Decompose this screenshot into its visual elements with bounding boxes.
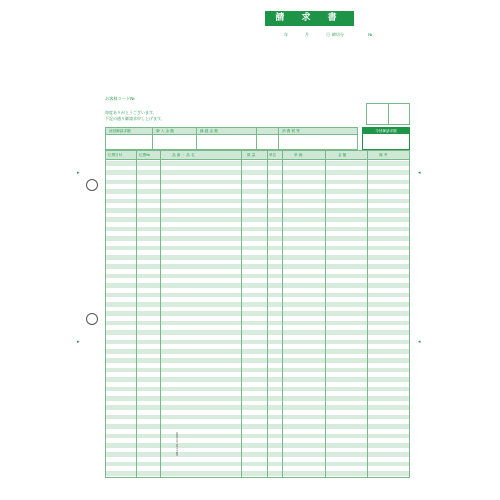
table-row-band: [106, 180, 409, 185]
col-unit: 単位: [269, 153, 277, 157]
column-divider: [325, 151, 326, 477]
date-year-label: 年: [284, 32, 288, 37]
table-row-band: [106, 349, 409, 354]
column-divider: [136, 151, 137, 477]
document-title: 請 求 書: [265, 11, 354, 26]
table-row-band: [106, 415, 409, 420]
table-row-band: [106, 246, 409, 251]
column-divider: [160, 151, 161, 477]
table-row-band: [106, 189, 409, 194]
customer-code-label: お客様コード№: [105, 96, 135, 101]
summary-divider: [256, 128, 257, 149]
table-row-band: [106, 330, 409, 335]
col-quantity: 数 量: [247, 153, 256, 157]
binder-hole-top: [86, 179, 98, 191]
summary-col-tax: 消 費 税 等: [282, 129, 300, 133]
table-row-band: [106, 462, 409, 467]
date-month-label: 月: [305, 32, 309, 37]
col-remarks: 備 考: [379, 153, 388, 157]
table-row-band: [106, 293, 409, 298]
detail-header: [106, 151, 409, 160]
table-row-band: [106, 471, 409, 476]
table-row-band: [106, 217, 409, 222]
detail-table: [105, 150, 410, 478]
greeting-line-1: 毎度ありがとうございます。: [105, 110, 157, 115]
table-row-band: [106, 452, 409, 457]
tick-mark: ◂: [418, 339, 421, 345]
summary-col-payment: 御 入 金 額: [156, 129, 174, 133]
greeting-line-2: 下記の通り御請求申し上げます。: [105, 116, 165, 121]
summary-table: [105, 127, 358, 150]
summary-col-previous: 前回御請求額: [109, 129, 131, 133]
date-day-label: 日: [326, 32, 330, 37]
summary-divider: [152, 128, 153, 149]
table-row-band: [106, 311, 409, 316]
table-row-band: [106, 274, 409, 279]
summary-divider: [196, 128, 197, 149]
stamp-box: [366, 103, 410, 125]
tick-mark: ◂: [418, 170, 421, 176]
table-row-band: [106, 358, 409, 363]
column-divider: [267, 151, 268, 477]
table-row-band: [106, 405, 409, 410]
table-row-band: [106, 264, 409, 269]
table-row-band: [106, 377, 409, 382]
tick-mark: ▸: [77, 170, 80, 176]
table-row-band: [106, 227, 409, 232]
table-row-band: [106, 340, 409, 345]
col-unit-price: 単 価: [294, 153, 303, 157]
table-row-band: [106, 283, 409, 288]
current-amount-box: [362, 127, 410, 150]
current-amount-label: 今回御請求額: [363, 128, 409, 134]
summary-header: [106, 128, 357, 135]
table-row-band: [106, 443, 409, 448]
col-item-name: 品 番 ・ 品 名: [172, 153, 195, 157]
column-divider: [241, 151, 242, 477]
table-row-band: [106, 424, 409, 429]
table-row-band: [106, 170, 409, 175]
column-divider: [367, 151, 368, 477]
table-row-band: [106, 199, 409, 204]
number-label: №: [368, 32, 373, 37]
summary-divider: [278, 128, 279, 149]
stamp-divider: [388, 104, 389, 124]
table-row-band: [106, 302, 409, 307]
table-row-band: [106, 434, 409, 439]
invoice-sheet: [76, 0, 424, 500]
col-slip-no: 伝票№: [139, 153, 150, 157]
column-divider: [282, 151, 283, 477]
table-row-band: [106, 161, 409, 166]
summary-col-carryover: 繰 越 金 額: [200, 129, 218, 133]
table-row-band: [106, 236, 409, 241]
form-code: GB1140-4/1090: [175, 432, 179, 456]
table-row-band: [106, 368, 409, 373]
table-row-band: [106, 255, 409, 260]
closing-label: 締切分: [332, 32, 344, 37]
binder-hole-bottom: [86, 313, 98, 325]
table-row-band: [106, 396, 409, 401]
tick-mark: ▸: [77, 339, 80, 345]
col-amount: 金 額: [338, 153, 347, 157]
table-row-band: [106, 321, 409, 326]
table-row-band: [106, 387, 409, 392]
table-row-band: [106, 208, 409, 213]
col-slip-date: 伝票日付: [108, 153, 123, 157]
